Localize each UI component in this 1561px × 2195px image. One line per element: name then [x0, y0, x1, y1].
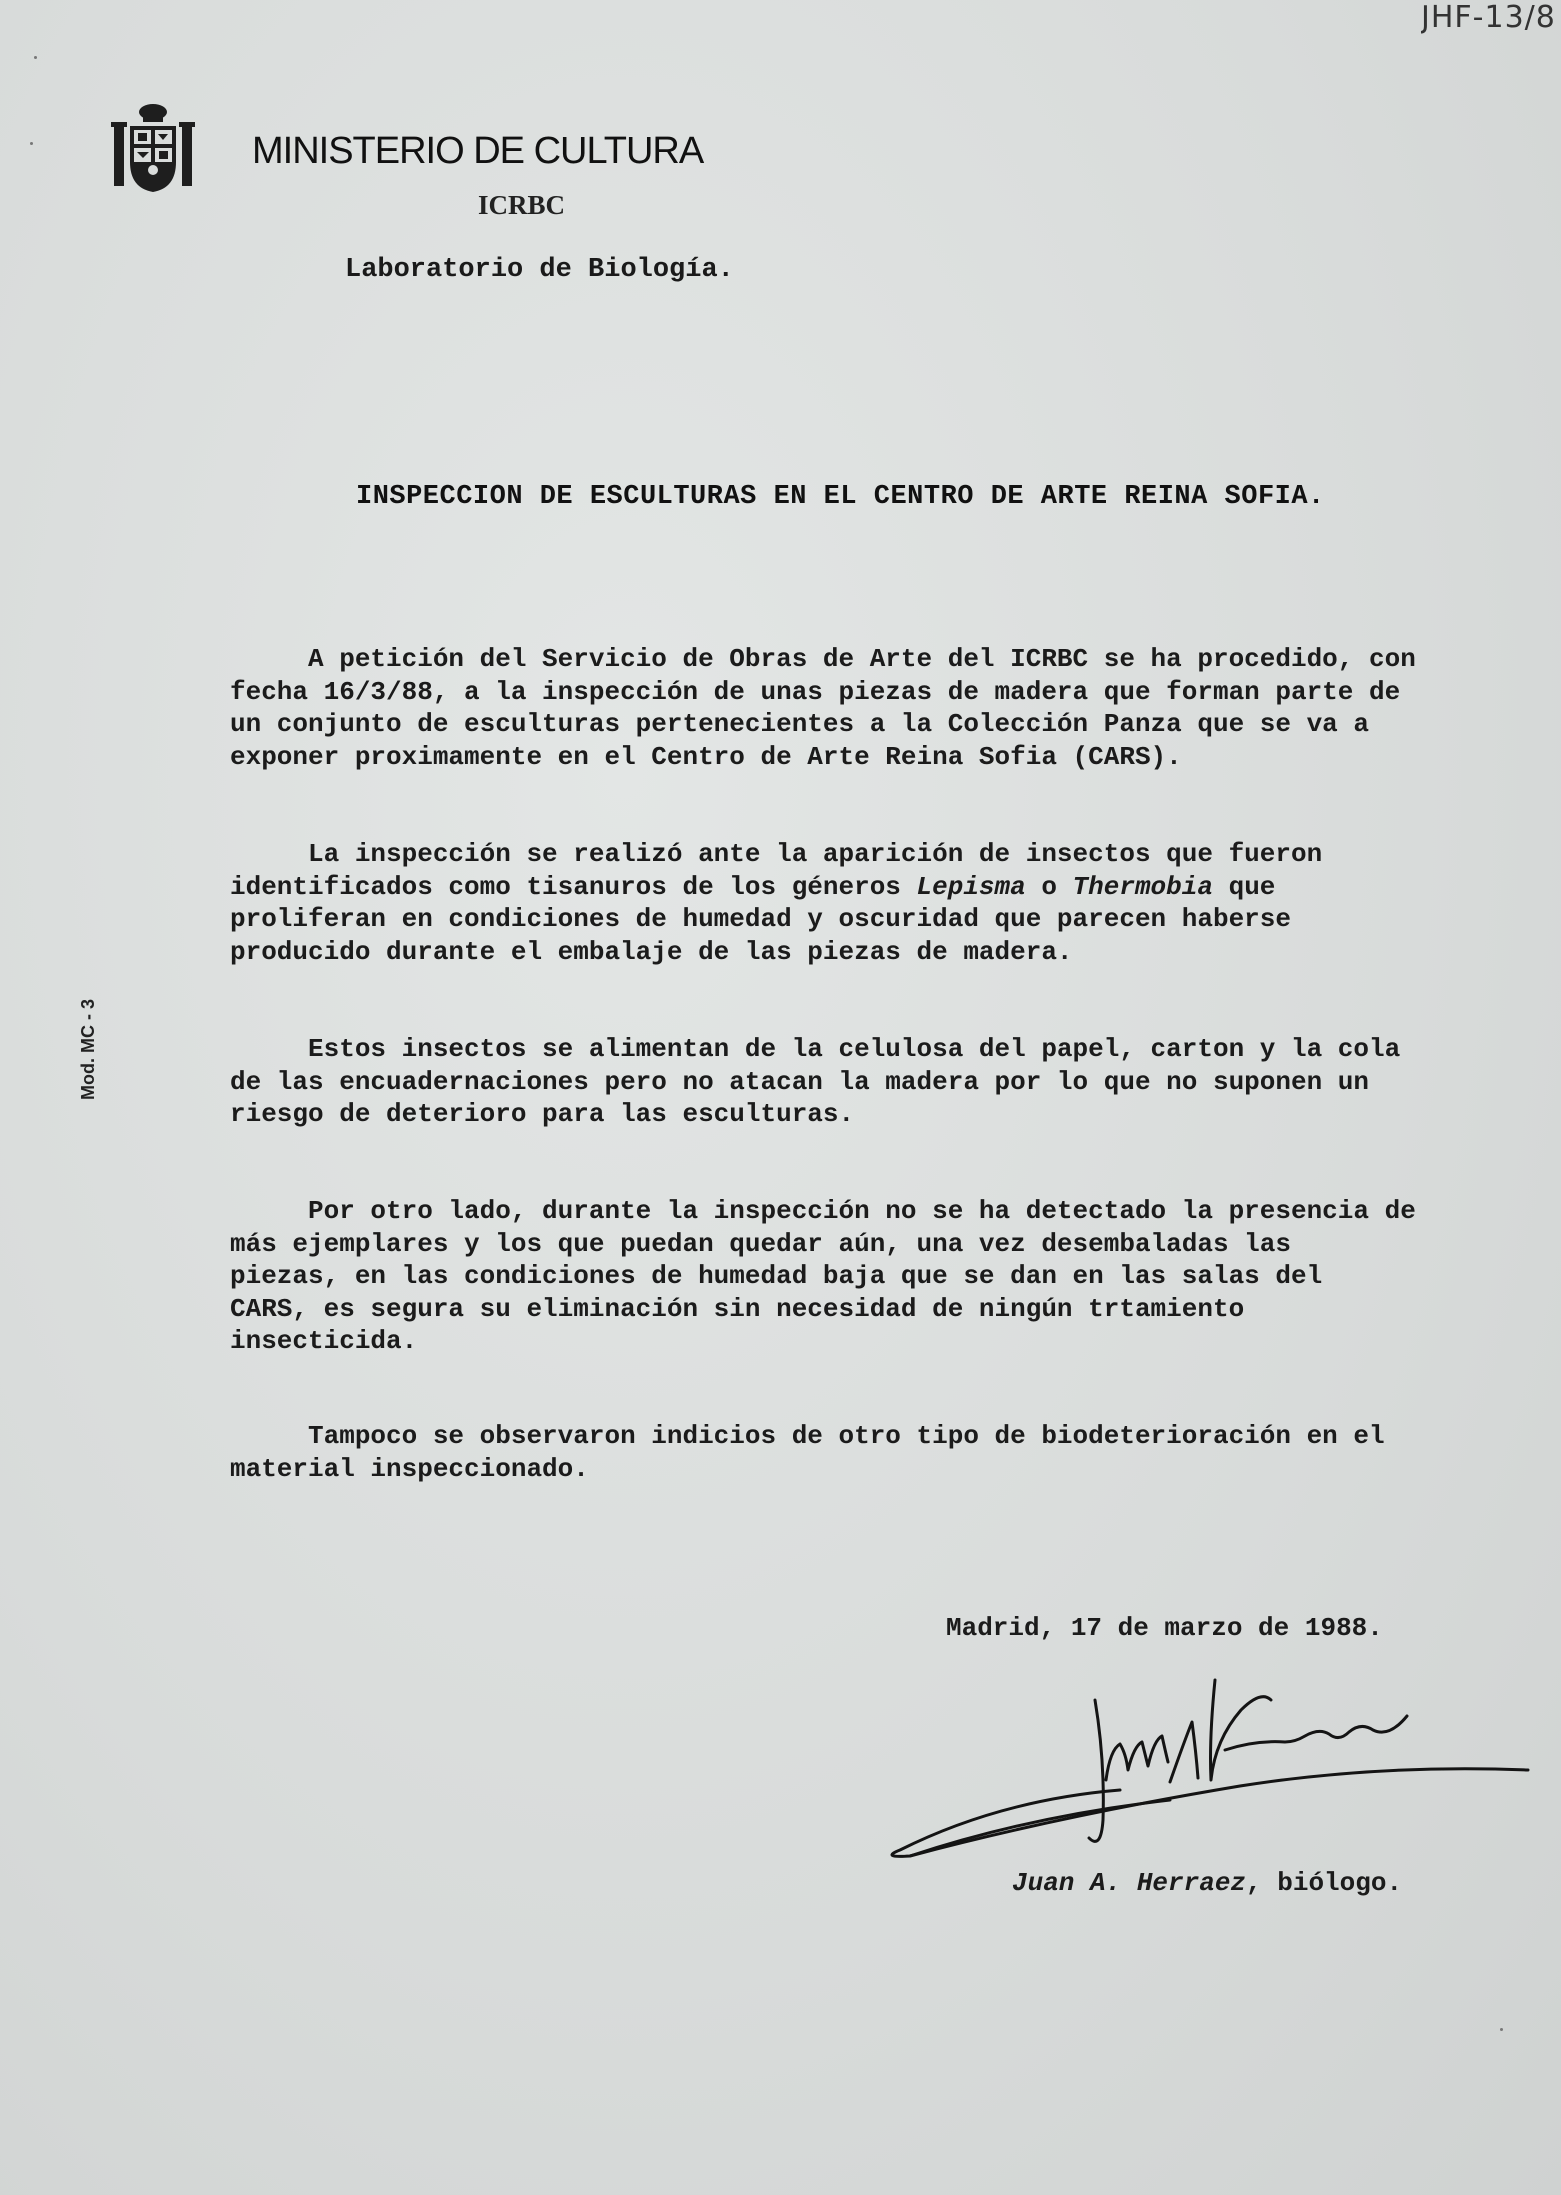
text-segment: identificados como tisanuros de los géneros: [230, 871, 917, 902]
laboratory-name: Laboratorio de Biología.: [345, 255, 734, 285]
paragraph-4: [230, 1195, 1416, 1358]
signer-role: , biólogo.: [1246, 1868, 1403, 1898]
archive-reference: JHF-13/8: [1421, 0, 1556, 35]
ministry-name: MINISTERIO DE CULTURA: [252, 130, 704, 172]
form-code: Mod. MC - 3: [78, 999, 98, 1100]
paragraph-line: material inspeccionado.: [230, 1453, 589, 1484]
paragraph-line: piezas, en las condiciones de humedad baja que se dan en las salas del: [230, 1261, 1323, 1291]
document-date: Madrid, 17 de marzo de 1988.: [946, 1613, 1383, 1643]
paragraph-line: de las encuadernaciones pero no atacan la madera por lo que no suponen un: [230, 1066, 1369, 1097]
paragraph-line: La inspección se realizó ante la aparición de insectos que fueron: [230, 839, 1323, 869]
paragraph-line: exponer proximamente en el Centro de Arte Reina Sofia (CARS).: [230, 741, 1182, 772]
genus-name: Lepisma: [916, 871, 1026, 902]
paragraph-line: Estos insectos se alimentan de la celulosa del papel, carton y la cola: [230, 1034, 1401, 1064]
paragraph-line: CARS, es segura su eliminación sin necesidad de ningún trtamiento: [230, 1293, 1245, 1324]
institute-name: ICRBC: [478, 190, 566, 220]
paragraph-1: [230, 643, 1416, 773]
paragraph-3: [230, 1033, 1401, 1131]
coat-of-arms-icon: [110, 100, 196, 196]
paper-speck: [30, 142, 33, 145]
paragraph-2: [230, 838, 1390, 968]
paragraph-line: A petición del Servicio de Obras de Arte del ICRBC se ha procedido, con: [230, 644, 1416, 674]
paragraph-line: riesgo de deterioro para las esculturas.: [230, 1099, 855, 1129]
genus-name: Thermobia: [1072, 871, 1213, 902]
signature-icon: [880, 1660, 1530, 1860]
paragraph-line: insecticida.: [230, 1326, 418, 1356]
paragraph-line: [230, 871, 1390, 904]
paragraph-5: [230, 1420, 1390, 1485]
paragraph-line: Por otro lado, durante la inspección no se ha detectado la presencia de: [230, 1196, 1416, 1226]
document-subject: INSPECCION DE ESCULTURAS EN EL CENTRO DE ARTE REINA SOFIA.: [356, 482, 1325, 512]
paper-speck: [1500, 2028, 1503, 2031]
paragraph-line: producido durante el embalaje de las piezas de madera.: [230, 936, 1073, 967]
paragraph-line: más ejemplares y los que puedan quedar aún, una vez desembaladas las: [230, 1228, 1291, 1259]
paper-speck: [34, 56, 37, 59]
signer: [1012, 1868, 1402, 1898]
text-segment: que: [1212, 871, 1276, 902]
text-segment: o: [1025, 871, 1073, 902]
paragraph-line: fecha 16/3/88, a la inspección de unas piezas de madera que forman parte de: [230, 676, 1401, 707]
signer-name: Juan A. Herraez: [1012, 1868, 1247, 1898]
paragraph-line: Tampoco se observaron indicios de otro tipo de biodeterioración en el: [230, 1421, 1385, 1451]
paragraph-line: proliferan en condiciones de humedad y oscuridad que parecen haberse: [230, 904, 1291, 934]
paragraph-line: un conjunto de esculturas pertenecientes a la Colección Panza que se va a: [230, 709, 1369, 739]
